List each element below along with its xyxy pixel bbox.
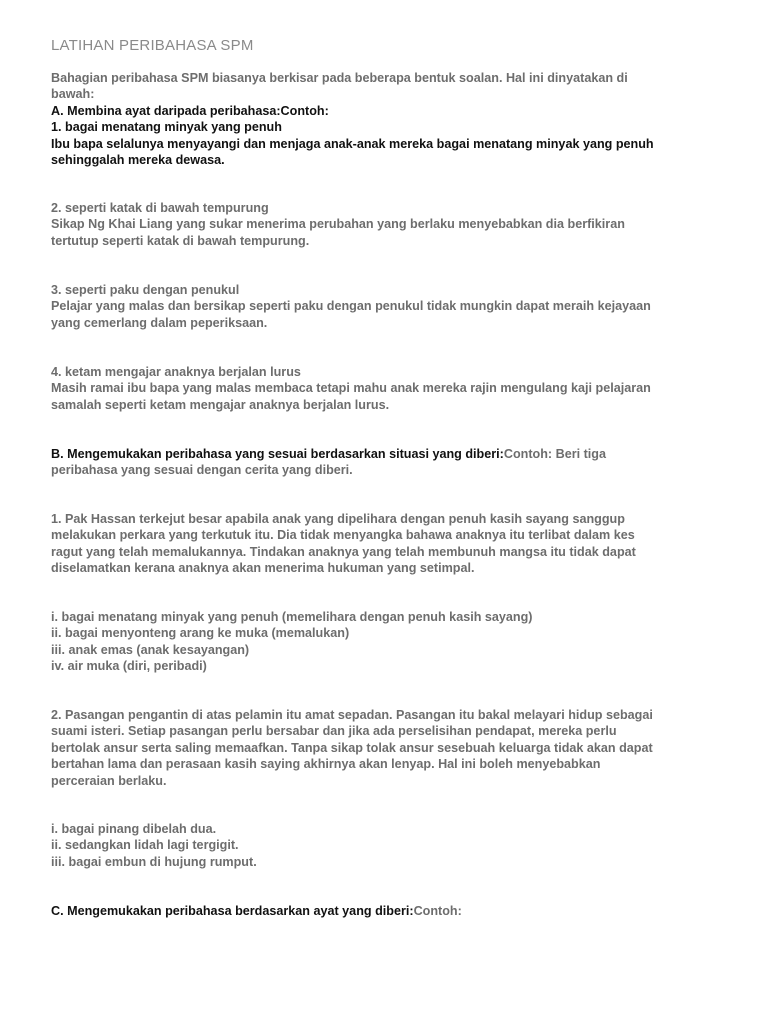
question-2-answers: [51, 821, 731, 870]
peribahasa-item: 4. ketam mengajar anaknya berjalan lurus: [51, 365, 301, 379]
question-line: 1. Pak Hassan terkejut besar apabila anak yang dipelihara dengan penuh kasih sayang sanggup: [51, 512, 625, 526]
answer-item: iii. anak emas (anak kesayangan): [51, 642, 250, 657]
question-line: perceraian berlaku.: [51, 773, 167, 788]
answer-item: ii. sedangkan lidah lagi tergigit.: [51, 838, 239, 853]
peribahasa-item: 1. bagai menatang minyak yang penuh: [51, 120, 282, 135]
intro-line: bawah:: [51, 87, 95, 102]
example-sentence: Ibu bapa selalunya menyayangi dan menjaga anak-anak mereka bagai menatang minyak yang penuh: [51, 136, 654, 151]
intro-line: Bahagian peribahasa SPM biasanya berkisar pada beberapa bentuk soalan. Hal ini dinyatakan di: [51, 71, 628, 85]
section-a-item: [51, 282, 731, 331]
example-sentence: Pelajar yang malas dan bersikap seperti paku dengan penukul tidak mungkin dapat meraih kejayaan: [51, 299, 651, 314]
section-a-heading: A. Membina ayat daripada peribahasa:Contoh:: [51, 103, 329, 118]
answer-item: iv. air muka (diri, peribadi): [51, 659, 207, 674]
section-c-header: [51, 903, 731, 919]
question-line: 2. Pasangan pengantin di atas pelamin itu amat sepadan. Pasangan itu bakal melayari hidup sebagai: [51, 708, 653, 722]
question-line: bertolak ansur serta saling memaafkan. Tanpa sikap tolak ansur sesebuah keluarga tidak akan dapat: [51, 740, 653, 755]
section-c-heading: C. Mengemukakan peribahasa berdasarkan ayat yang diberi:: [51, 904, 414, 918]
answer-item: ii. bagai menyonteng arang ke muka (memalukan): [51, 626, 350, 641]
question-line: melakukan perkara yang terkutuk itu. Dia tidak menyangka bahawa anaknya itu terlibat dalam kes: [51, 528, 635, 543]
section-c-heading-tail: Contoh:: [413, 904, 462, 918]
question-2-text: [51, 707, 731, 789]
page-title: LATIHAN PERIBAHASA SPM: [51, 37, 254, 54]
question-1-text: [51, 511, 731, 577]
section-b-header: [51, 446, 731, 479]
section-b-heading: B. Mengemukakan peribahasa yang sesuai berdasarkan situasi yang diberi:: [51, 447, 504, 461]
section-a-item: [51, 364, 731, 413]
example-sentence: tertutup seperti katak di bawah tempurung.: [51, 233, 310, 248]
section-b-heading-line2: peribahasa yang sesuai dengan cerita yang diberi.: [51, 463, 353, 478]
question-line: bertahan lama dan perasaan kasih saying akhirnya akan lenyap. Hal ini boleh menyebabkan: [51, 757, 601, 772]
example-sentence: samalah seperti ketam mengajar anaknya berjalan lurus.: [51, 397, 390, 412]
example-sentence: yang cemerlang dalam peperiksaan.: [51, 315, 268, 330]
question-line: ragut yang telah memalukannya. Tindakan anaknya yang telah membunuh mangsa itu tidak dapat: [51, 544, 636, 559]
answer-item: i. bagai pinang dibelah dua.: [51, 822, 217, 836]
section-b-heading-tail: Contoh: Beri tiga: [503, 447, 606, 461]
question-1-answers: [51, 609, 731, 675]
peribahasa-item: 3. seperti paku dengan penukul: [51, 283, 240, 297]
intro-block: [51, 70, 731, 168]
question-line: diselamatkan kerana anaknya akan menerima hukuman yang setimpal.: [51, 561, 475, 576]
example-sentence: sehinggalah mereka dewasa.: [51, 153, 225, 168]
peribahasa-item: 2. seperti katak di bawah tempurung: [51, 201, 269, 215]
answer-item: i. bagai menatang minyak yang penuh (memelihara dengan penuh kasih sayang): [51, 610, 533, 624]
question-line: suami isteri. Setiap pasangan perlu bersabar dan jika ada perselisihan pendapat, mereka perlu: [51, 724, 617, 739]
example-sentence: Masih ramai ibu bapa yang malas membaca tetapi mahu anak mereka rajin mengulang kaji pelajaran: [51, 381, 651, 396]
answer-item: iii. bagai embun di hujung rumput.: [51, 854, 257, 869]
section-a-item: [51, 200, 731, 249]
example-sentence: Sikap Ng Khai Liang yang sukar menerima perubahan yang berlaku menyebabkan dia berfikiran: [51, 217, 625, 232]
